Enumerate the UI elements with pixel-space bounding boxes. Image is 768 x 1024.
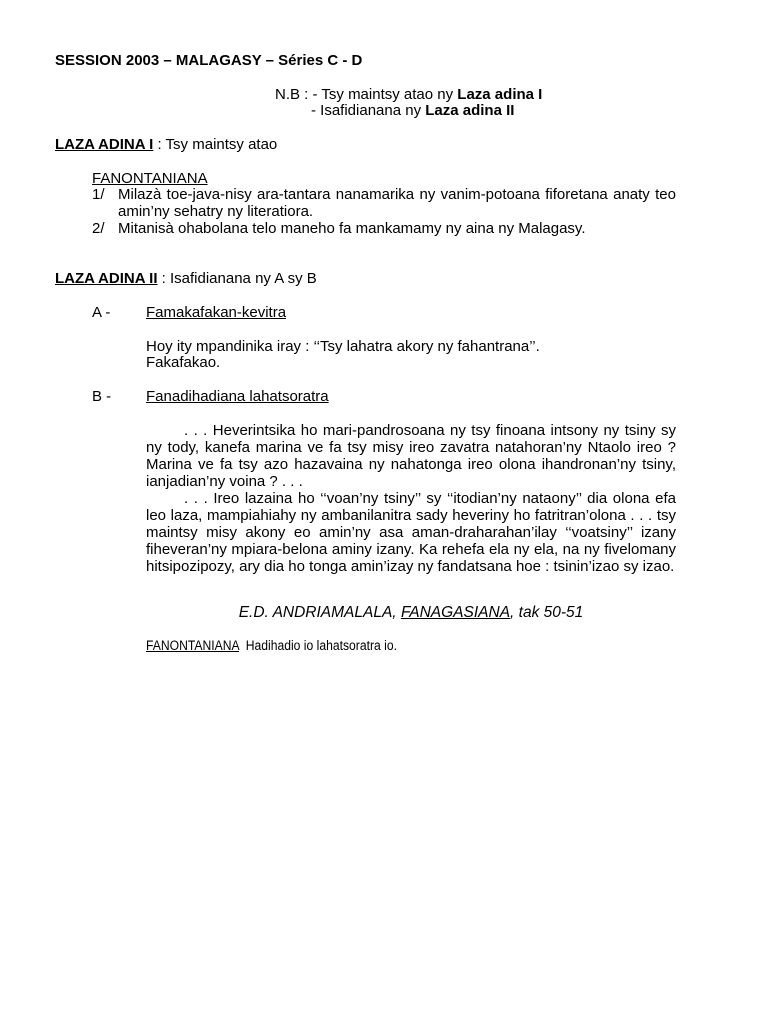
question-2-number: 2/ [92, 220, 105, 237]
section-1-heading-label: LAZA ADINA I [55, 136, 154, 153]
question-1-number: 1/ [92, 186, 105, 203]
question-1-text: Milazà toe-java-nisy ara-tantara nanamarika ny vanim-potoana fiforetana anaty teo amin’ny sehatry ny literatiora. [118, 186, 676, 220]
part-a-label: A - [92, 304, 111, 321]
final-question [146, 638, 397, 654]
nb-line-1 [275, 86, 542, 103]
citation-author: E.D. ANDRIAMALALA, [238, 604, 401, 621]
part-a-line-1: Hoy ity mpandinika iray : ‘‘Tsy lahatra akory ny fahantrana’’. [146, 338, 540, 355]
section-2-heading-rest: : Isafidianana ny A sy B [157, 270, 317, 287]
part-a-title: Famakafakan-kevitra [146, 304, 287, 321]
part-b-label: B - [92, 388, 112, 405]
citation [146, 604, 676, 622]
exam-title-text: SESSION 2003 – MALAGASY – Séries C - D [55, 52, 363, 69]
section-1-heading-rest: : Tsy maintsy atao [153, 136, 278, 153]
section-1-questions-title: FANONTANIANA [92, 170, 208, 187]
part-b-title: Fanadihadiana lahatsoratra [146, 388, 329, 405]
exam-title [55, 52, 362, 69]
nb-line-2-prefix: - Isafidianana ny [311, 102, 426, 119]
section-2-heading-label: LAZA ADINA II [55, 270, 158, 287]
final-question-label: FANONTANIANA [146, 638, 239, 653]
section-1-heading [55, 136, 277, 153]
final-question-text: Hadihadio io lahatsoratra io. [238, 638, 398, 653]
nb-line-1-bold: Laza adina I [457, 86, 543, 103]
nb-line-2-bold: Laza adina II [425, 102, 515, 119]
part-b-paragraph-1: . . . Heverintsika ho mari-pandrosoana ny tsy finoana intsony ny tsiny sy ny tody, kanefa marina ve fa tsy misy ireo zavatra natahoran’ny Ntaolo ireo ? Marina ve fa tsy azo hazavaina ny nahatonga ireo olona ihandronan’ny tsiny, ianjadian’ny voina ? . . . [146, 422, 676, 490]
nb-line-1-prefix: N.B : - Tsy maintsy atao ny [275, 86, 458, 103]
nb-line-2 [311, 102, 514, 119]
citation-pages: , tak 50-51 [510, 604, 584, 621]
part-a-line-2: Fakafakao. [146, 354, 221, 371]
question-2-text: Mitanisà ohabolana telo maneho fa mankamamy ny aina ny Malagasy. [118, 220, 586, 237]
citation-work: FANAGASIANA [400, 604, 511, 621]
section-2-heading [55, 270, 317, 287]
part-b-paragraph-2: . . . Ireo lazaina ho ‘‘voan’ny tsiny’’ sy ‘‘itodian’ny nataony’’ dia olona efa leo laza, mampiahiahy ny ambanilanitra sady heveriny ho fatritran’olona . . . tsy maintsy misy akony eo amin’ny asa aman-draharahan’ilay ‘‘voatsiny’’ izany fiheveran’ny mpiara-belona aminy izany. Ka rehefa ela ny ela, na ny fivelomany hitsipozipozy, ary dia ho tonga amin’izay ny fandatsana hoe : tsinin’izao sy izao. [146, 490, 676, 575]
part-b-text [146, 422, 676, 575]
